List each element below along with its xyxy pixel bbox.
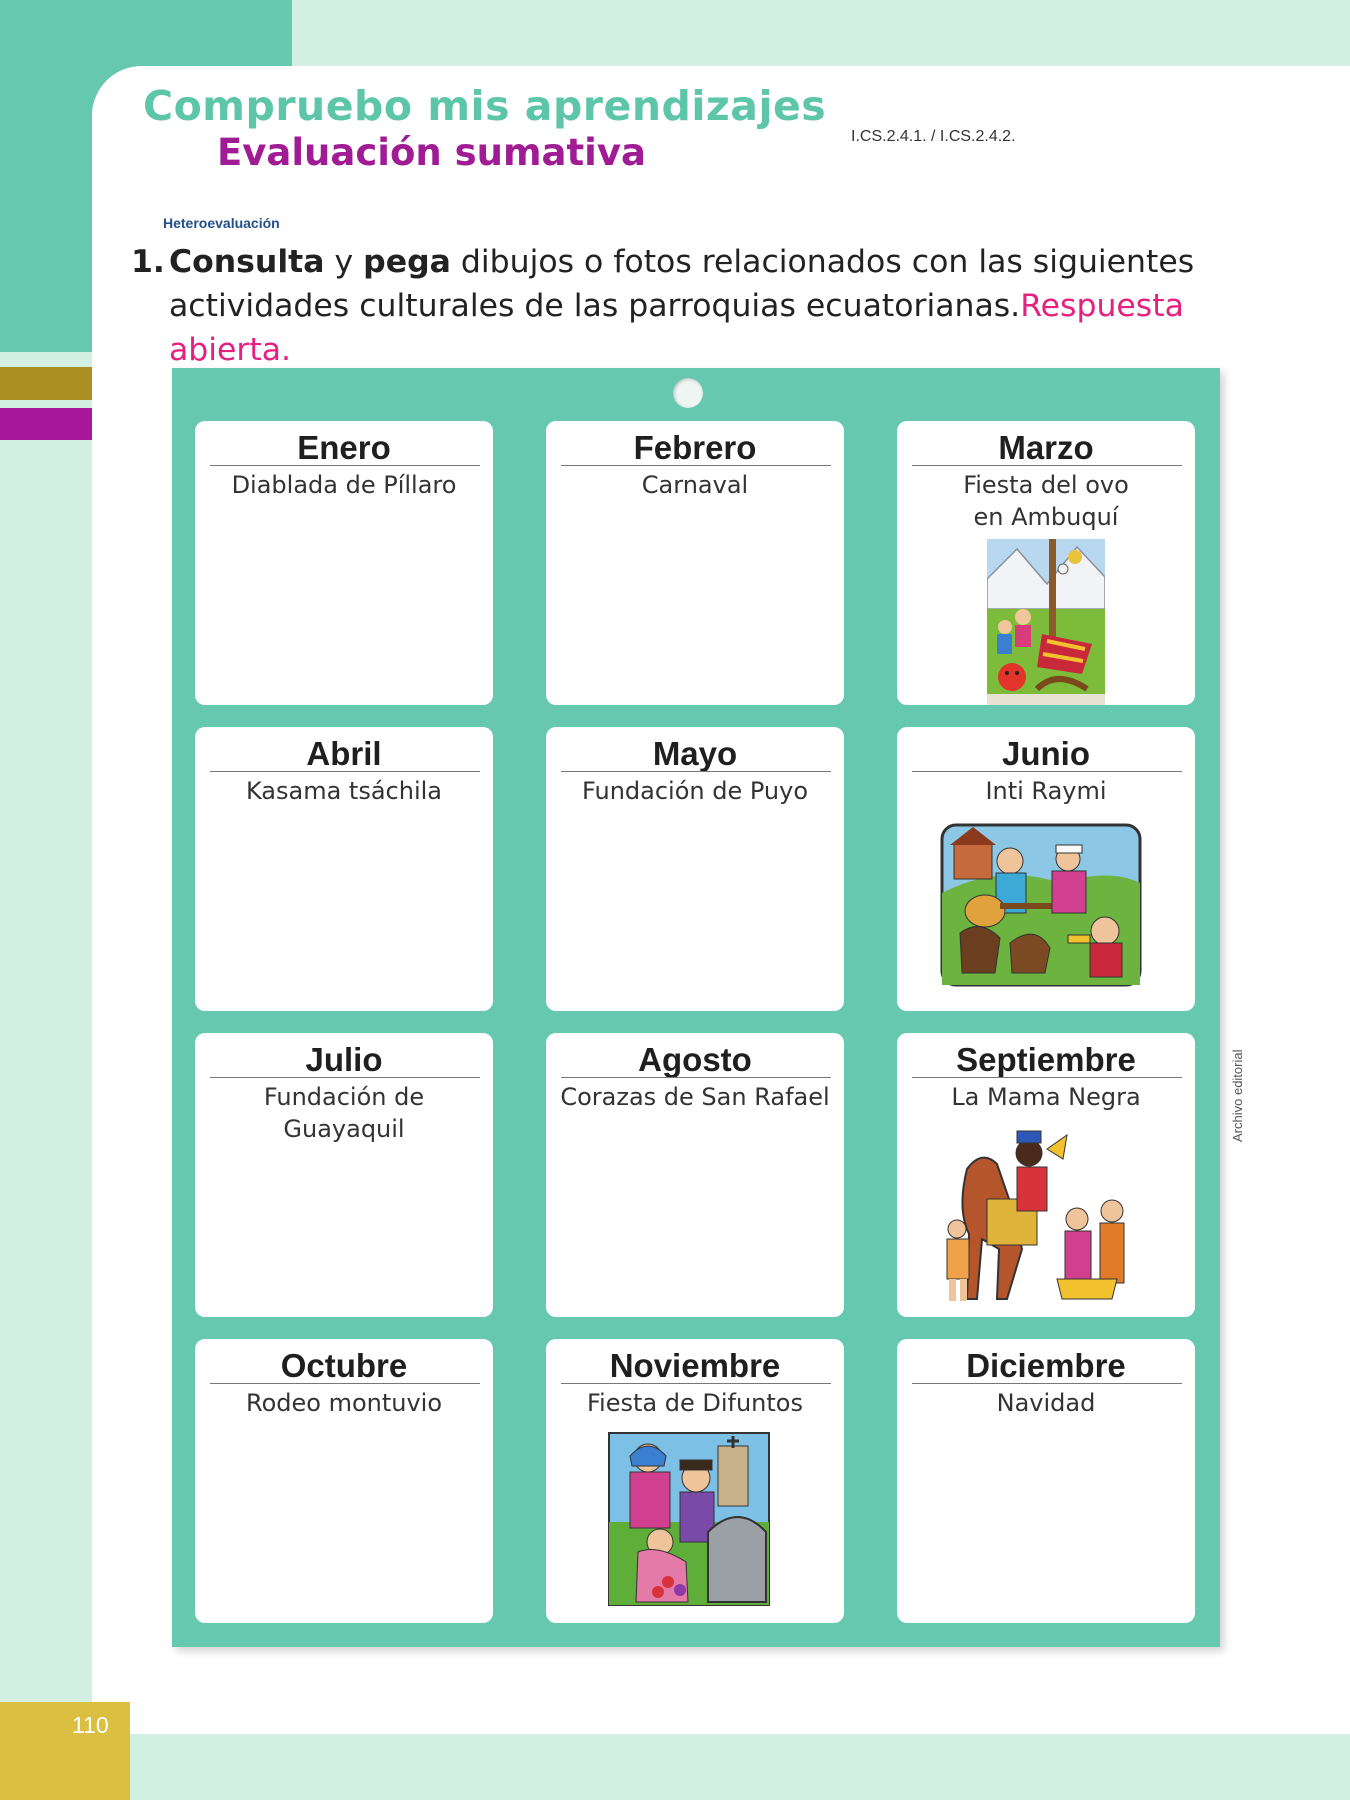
month-card-diciembre [897,1339,1195,1623]
section-label: Heteroevaluación [163,215,280,231]
card-divider [210,465,480,466]
fiesta-del-ovo-illustration [987,539,1105,705]
mama-negra-illustration [937,1129,1137,1305]
month-card-marzo [897,421,1195,705]
event-label: Fiesta de Difuntos [587,1389,803,1417]
month-card-agosto [546,1033,844,1317]
month-card-septiembre [897,1033,1195,1317]
fiesta-de-difuntos-illustration [608,1432,770,1606]
magenta-side-bar [0,408,92,440]
month-label: Mayo [652,735,738,772]
month-label: Junio [1002,735,1090,772]
month-card-junio [897,727,1195,1011]
page-title: Compruebo mis aprendizajes [143,82,827,130]
month-label: Noviembre [609,1347,781,1384]
card-divider [912,465,1182,466]
event-label: Fundación de Guayaquil [263,1083,425,1143]
card-divider [210,771,480,772]
card-divider [561,1077,831,1078]
question-conjunction: y [334,244,354,280]
month-card-mayo [546,727,844,1011]
answer-note: Respuesta abierta. [169,288,1184,368]
month-label: Julio [305,1041,383,1078]
month-card-enero [195,421,493,705]
month-card-julio [195,1033,493,1317]
month-card-febrero [546,421,844,705]
event-label: Kasama tsáchila [245,777,443,805]
month-label: Diciembre [966,1347,1126,1384]
question-verb-pega: pega [363,244,451,280]
card-divider [561,1383,831,1384]
footer-band [0,1734,1350,1800]
month-label: Febrero [633,429,757,466]
inti-raymi-illustration [940,823,1142,987]
card-divider [912,771,1182,772]
month-card-abril [195,727,493,1011]
olive-side-bar [0,367,92,400]
page-number-box [0,1702,130,1800]
month-label: Septiembre [956,1041,1136,1078]
event-label: Corazas de San Rafael [560,1083,830,1111]
event-label: Inti Raymi [985,777,1107,805]
event-label: Navidad [996,1389,1096,1417]
board-hanging-hole [673,378,703,408]
criteria-code: I.CS.2.4.1. / I.CS.2.4.2. [851,128,1016,145]
question-1 [131,240,1311,372]
event-label: Carnaval [641,471,749,499]
question-text [169,240,1311,372]
month-card-octubre [195,1339,493,1623]
card-divider [210,1383,480,1384]
question-body: dibujos o fotos relacionados con las siguientes actividades culturales de las parroquias ecuatorianas. [169,244,1195,324]
question-number: 1. [131,244,165,280]
card-divider [561,771,831,772]
month-label: Octubre [280,1347,408,1384]
event-label: Diablada de Píllaro [231,471,457,499]
month-label: Enero [297,429,391,466]
card-divider [912,1383,1182,1384]
event-label: Fundación de Puyo [581,777,809,805]
event-label: La Mama Negra [951,1083,1141,1111]
card-divider [561,465,831,466]
month-label: Marzo [998,429,1094,466]
card-divider [210,1077,480,1078]
event-label: Fiesta del ovo en Ambuquí [963,471,1129,531]
page-subtitle: Evaluación sumativa [217,131,646,174]
event-label: Rodeo montuvio [245,1389,443,1417]
page-number: 110 [72,1712,109,1738]
question-verb-consulta: Consulta [169,244,325,280]
month-label: Abril [306,735,382,772]
month-card-noviembre [546,1339,844,1623]
month-label: Agosto [638,1041,752,1078]
image-credit: Archivo editorial [1230,1049,1245,1142]
card-divider [912,1077,1182,1078]
